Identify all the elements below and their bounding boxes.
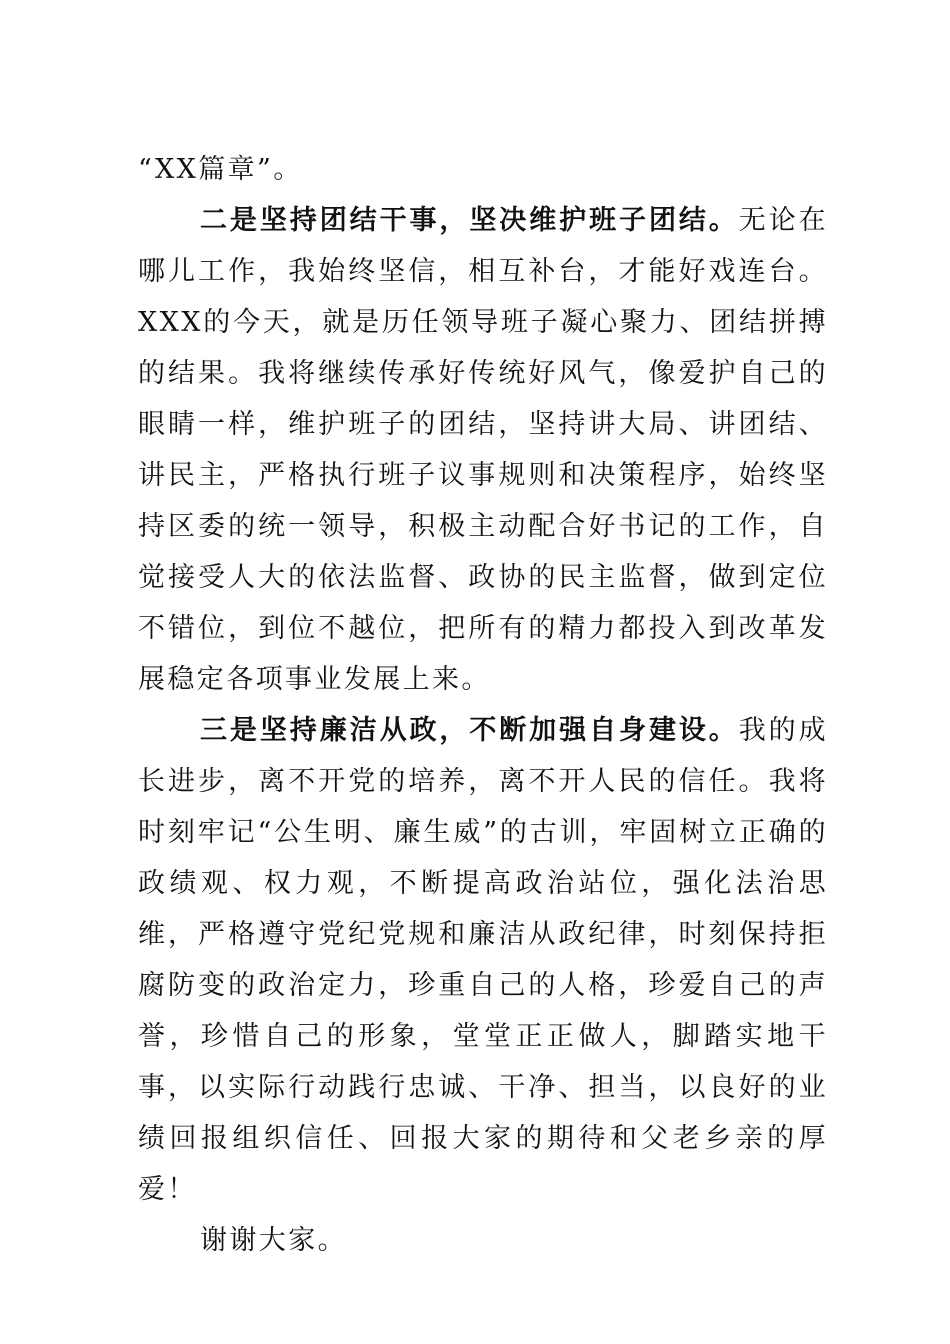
paragraph-text: 我的成长进步，离不开党的培养，离不开人民的信任。我将时刻牢记“公生明、廉生威”的古训，牢固树立正确的政绩观、权力观，不断提高政治站位，强化法治思维，严格遵守党纪党规和廉洁从政纪律，时刻保持拒腐防变的政治定力，珍重自己的人格，珍爱自己的声誉，珍惜自己的形象，堂堂正正做人，脚踏实地干事，以实际行动践行忠诚、干净、担当，以良好的业绩回报组织信任、回报大家的期待和父老乡亲的厚爱！ [138, 715, 828, 1205]
paragraph-text: 无论在哪儿工作，我始终坚信，相互补台，才能好戏连台。XXX的今天，就是历任领导班子凝心聚力、团结拼搏的结果。我将继续传承好传统好风气，像爱护自己的眼睛一样，维护班子的团结，坚持讲大局、讲团结、讲民主，严格执行班子议事规则和决策程序，始终坚持区委的统一领导，积极主动配合好书记的工作，自觉接受人大的依法监督、政协的民主监督，做到定位不错位，到位不越位，把所有的精力都投入到改革发展稳定各项事业发展上来。 [138, 205, 828, 695]
paragraph-text: 谢谢大家。 [200, 1225, 347, 1256]
paragraph-heading: 三是坚持廉洁从政，不断加强自身建设。 [200, 715, 739, 746]
paragraph-heading: 二是坚持团结干事，坚决维护班子团结。 [200, 205, 739, 236]
paragraph-text: “XX篇章”。 [138, 154, 303, 185]
document-body [138, 144, 828, 1266]
paragraph-integrity [138, 705, 828, 1215]
paragraph-closing [138, 1215, 828, 1266]
paragraph-unity [138, 195, 828, 705]
paragraph-continuation [138, 144, 828, 195]
